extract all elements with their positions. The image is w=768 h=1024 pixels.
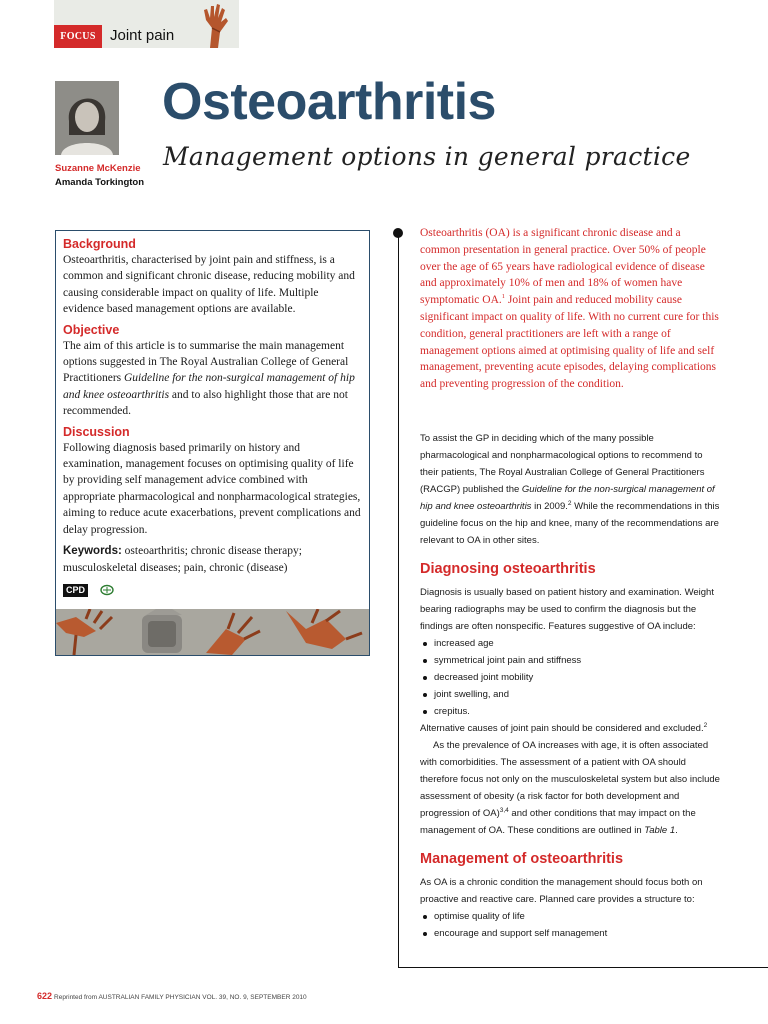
alternative-causes-text: Alternative causes of joint pain should be considered and excluded.$^2$: [420, 721, 708, 734]
list-item: crepitus.: [420, 703, 720, 720]
management-section: [420, 874, 720, 942]
management-text: As OA is a chronic condition the management should focus both on proactive and reactive care. Planned care provides a structure to:: [420, 877, 703, 905]
objective-heading: Objective: [63, 322, 120, 337]
list-item: optimise quality of life: [420, 908, 720, 925]
background-text: Osteoarthritis, characterised by joint pain and stiffness, is a common and significant chronic disease, reducing mobility and causing considerable impact on quality of life. Multiple evidence based management options are available.: [63, 254, 355, 316]
list-item: decreased joint mobility: [420, 669, 720, 686]
intro-paragraph: Osteoarthritis (OA) is a significant chronic disease and a common presentation in general practice. Over 50% of people over the age of 65 years have radiological evidence of disease and approximately 10% of men and 18% of women have symptomatic OA.$^1$ Joint pain and reduced mobility cause significant impact on quality of life. With no current cure for this condition, general practitioners are left with a range of management options aimed at optimising quality of life and self management, preventing acute episodes, delaying complications and preventing progression of the condition.: [420, 227, 719, 391]
author-name: Amanda Torkington: [55, 177, 145, 188]
list-item: joint swelling, and: [420, 686, 720, 703]
article-subtitle: Management options in general practice: [163, 142, 691, 171]
features-list: [420, 635, 720, 720]
cpd-badge: CPD: [63, 584, 88, 597]
keywords-text: osteoarthritis; chronic disease therapy; musculoskeletal diseases; pain, chronic (disease): [63, 545, 302, 574]
planned-care-list: [420, 908, 720, 942]
background-heading: Background: [63, 237, 136, 251]
citation: Reprinted from AUSTRALIAN FAMILY PHYSICIAN VOL. 39, NO. 9, SEPTEMBER 2010: [54, 994, 307, 1001]
keywords: [63, 543, 362, 576]
focus-tag: FOCUS: [54, 25, 102, 48]
page-footer: [37, 991, 307, 1001]
abstract-box: [55, 230, 370, 656]
diagnosing-heading: Diagnosing osteoarthritis: [420, 561, 596, 577]
discussion-heading: Discussion: [63, 424, 130, 439]
list-item: increased age: [420, 635, 720, 652]
guideline-title: Guideline for the non-surgical management of hip and knee osteoarthritis: [63, 372, 355, 401]
list-item: encourage and support self management: [420, 925, 720, 942]
diagnosing-text: Diagnosis is usually based on patient history and examination. Weight bearing radiographs may be used to confirm the diagnosis but the findings are often nonspecific. Features suggestive of OA include:: [420, 587, 714, 632]
management-heading: Management of osteoarthritis: [420, 851, 624, 867]
badges: [63, 584, 362, 597]
keywords-label: Keywords:: [63, 545, 122, 558]
comorbidities-paragraph: As the prevalence of OA increases with age, it is often associated with comorbidities. The assessment of a patient with OA should therefore focus not only on the musculoskeletal system but also include assessment of obesity (a risk factor for both development and progression of OA)$^{3,4}$ and other conditions that may impact on the management of OA. These conditions are outlined in Table 1.: [420, 740, 720, 836]
author-name: Suzanne McKenzie: [55, 163, 141, 174]
leaf-icon: [100, 584, 114, 596]
column-rule-bottom: [398, 967, 768, 968]
diagnosing-section: [420, 584, 720, 839]
discussion-text: Following diagnosis based primarily on history and examination, management focuses on optimising quality of life by providing self management advice combined with appropriate pharmacological and nonpharmacological strategies, aiming to reduce acute exacerbations, prevent complications and delay progression.: [63, 441, 361, 536]
page-number: 622: [37, 991, 53, 1001]
list-item: symmetrical joint pain and stiffness: [420, 652, 720, 669]
section-name: Joint pain: [110, 27, 175, 44]
objective-text: The aim of this article is to summarise the main management options suggested in The Royal Australian College of General Practitioners Guideline for the non-surgical management of hip and knee osteoarthritis and to also highlight those that are not recommended.: [63, 339, 355, 418]
column-rule: [398, 236, 399, 968]
author-photo: [55, 81, 119, 155]
article-title: Osteoarthritis: [162, 73, 496, 131]
robot-hand-illustration: [196, 2, 232, 48]
guideline-paragraph: To assist the GP in deciding which of the many possible pharmacological and nonpharmacological options to recommend to their patients, The Royal Australian College of General Practitioners (RACGP) published the Guideline for the non-surgical management of hip and knee osteoarthritis in 2009.$^2$ While the recommendations in this guideline focus on the hip and knee, many of the recommendations are relevant to OA in other sites.: [420, 433, 720, 546]
robot-hands-illustration: [56, 609, 369, 655]
